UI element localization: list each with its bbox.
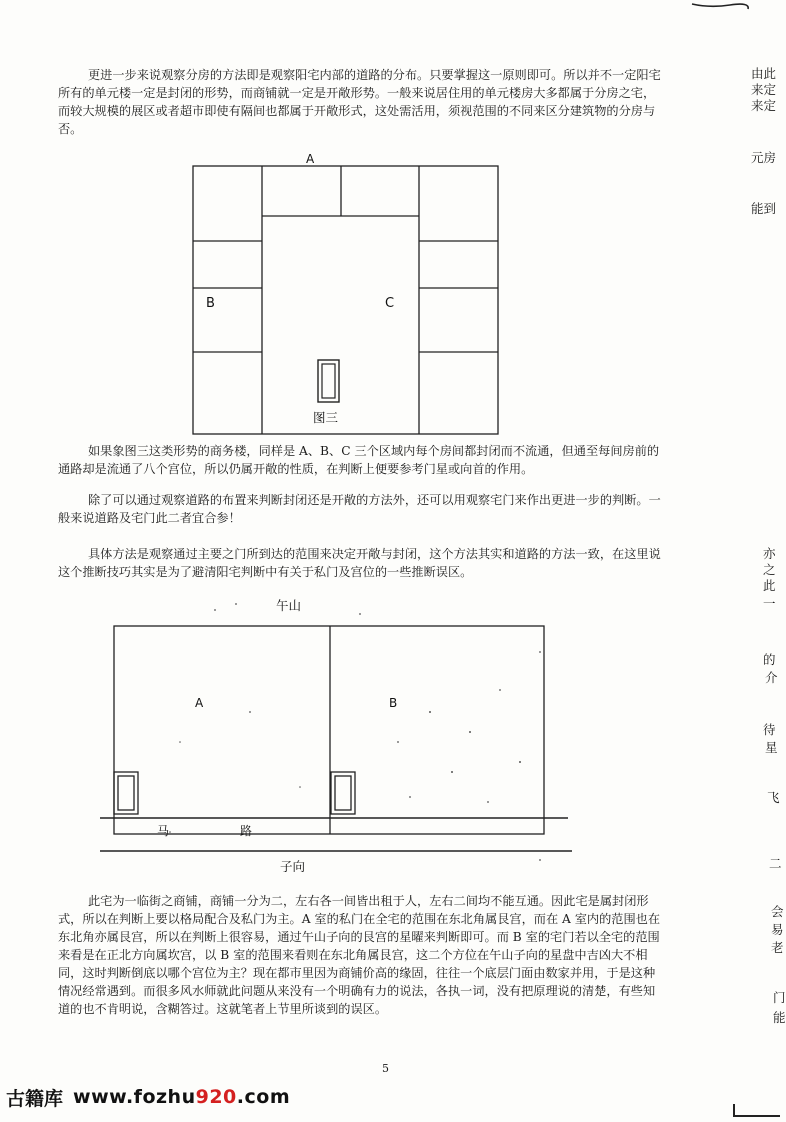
footer-domain-suffix: .com — [236, 1086, 291, 1108]
side-fragment: 会 — [771, 904, 784, 919]
paragraph-line: 此宅为一临街之商铺，商铺一分为二，左右各一间皆出租于人，左右二间均不能互通。因此宅是属封闭形 — [88, 894, 649, 908]
paragraph-line: 道的也不肯明说，含糊答过。这就笔者上节里所谈到的误区。 — [58, 1002, 388, 1016]
paragraph-line: 所有的单元楼一定是封闭的形势，而商铺就一定是开敞形势。一般来说居住用的单元楼房大多都属于分房之宅， — [58, 86, 656, 100]
paragraph-line: 情况经常遇到。而很多风水师就此问题从来没有一个明确有力的说法，各执一词，没有把原理说的清楚，有些知 — [58, 984, 656, 998]
figure-4-diagram — [0, 592, 786, 882]
figure-3-label-a: A — [306, 152, 315, 166]
side-fragment: 此 — [763, 578, 776, 593]
scan-mark — [690, 0, 750, 20]
paragraph-line: 同，这时判断倒底以哪个宫位为主？现在都市里因为商铺价高的缘固，往往一个底层门面由数家并用，于是这种 — [58, 966, 656, 980]
figure-4-road-char-1: 马 — [157, 824, 170, 838]
side-fragment: 待 — [763, 722, 776, 737]
side-fragment: 门 — [773, 990, 786, 1005]
paragraph-5 — [58, 892, 660, 1018]
page-number: 5 — [382, 1062, 389, 1075]
paragraph-line: 来看是在正北方向属坎宫，以 B 室的范围来看则在东北角属艮宫，这二个方位在午山子向的星盘中吉凶大不相 — [58, 948, 648, 962]
side-fragment: 能 — [773, 1010, 786, 1025]
paragraph-line: 而较大规模的展区或者超市即使有隔间也都属于开敞形式，这处需活用，须视范围的不同来区分建筑物的分房与 — [58, 104, 656, 118]
paragraph-line: 式，所以在判断上要以格局配合及私门为主。A 室的私门在全宅的范围在东北角属艮宫，而在 A 室内的范围也在 — [58, 912, 661, 926]
side-fragment: 亦 — [763, 546, 776, 561]
footer-domain[interactable] — [73, 1086, 290, 1108]
footer-site-name: 古籍库 — [6, 1087, 64, 1110]
paragraph-line: 否。 — [58, 122, 83, 136]
figure-4-room-b: B — [389, 696, 398, 710]
side-fragment: 来定 — [751, 98, 777, 113]
paragraph-line: 这个推断技巧其实是为了避清阳宅判断中有关于私门及宫位的一些推断误区。 — [58, 565, 473, 579]
side-fragment: 飞 — [767, 790, 780, 805]
scan-mark — [730, 1100, 786, 1120]
paragraph-line: 更进一步来说观察分房的方法即是观察阳宅内部的道路的分布。只要掌握这一原则即可。所以并不一定阳宅 — [88, 68, 661, 82]
figure-4-road-char-2: 路 — [240, 824, 253, 838]
paragraph-4 — [58, 545, 661, 581]
paragraph-1 — [58, 66, 661, 138]
paragraph-line: 般来说道路及宅门此二者宜合参！ — [58, 511, 241, 525]
footer-watermark — [6, 1082, 290, 1112]
figure-4-bottom-label: 子向 — [280, 859, 306, 874]
paragraph-line: 东北角亦属艮宫，所以在判断上很容易，通过午山子向的艮宫的星曜来判断即可。而 B 室的宅门若以全宅的范围 — [58, 930, 660, 944]
paragraph-line: 通路却是流通了八个宫位，所以仍属开敞的性质，在判断上便要参考门星或向首的作用。 — [58, 462, 534, 476]
side-fragment: 二 — [769, 856, 782, 871]
side-fragment: 介 — [765, 670, 778, 685]
side-fragment: 老 — [771, 940, 784, 955]
side-fragment: 能到 — [751, 201, 777, 216]
paragraph-line: 具体方法是观察通过主要之门所到达的范围来决定开敞与封闭，这个方法其实和道路的方法一致，在这里说 — [88, 547, 661, 561]
side-fragment: 的 — [763, 652, 776, 667]
figure-3-label-c: C — [385, 296, 395, 311]
side-fragment: 易 — [771, 922, 784, 937]
footer-domain-prefix: www.fozhu — [73, 1086, 196, 1108]
side-fragment: 一 — [763, 596, 776, 611]
side-fragment: 来定 — [751, 82, 777, 97]
footer-domain-highlight: 920 — [195, 1086, 237, 1108]
side-fragment: 元房 — [751, 150, 777, 165]
side-fragment: 星 — [765, 740, 778, 755]
paragraph-3 — [58, 491, 661, 527]
paragraph-2 — [58, 442, 659, 478]
figure-4-top-label: 午山 — [276, 598, 302, 613]
figure-3-caption: 图三 — [313, 410, 339, 425]
paragraph-line: 除了可以通过观察道路的布置来判断封闭还是开敞的方法外，还可以用观察宅门来作出更进一步的判断。一 — [88, 493, 661, 507]
side-fragment: 由此 — [751, 66, 777, 81]
figure-3-diagram — [0, 150, 786, 450]
side-fragment: 之 — [763, 562, 776, 577]
paragraph-line: 如果象图三这类形势的商务楼，同样是 A、B、C 三个区域内每个房间都封闭而不流通，但通至每间房前的 — [88, 444, 660, 458]
figure-3-label-b: B — [206, 296, 215, 311]
figure-4-room-a: A — [195, 696, 204, 710]
